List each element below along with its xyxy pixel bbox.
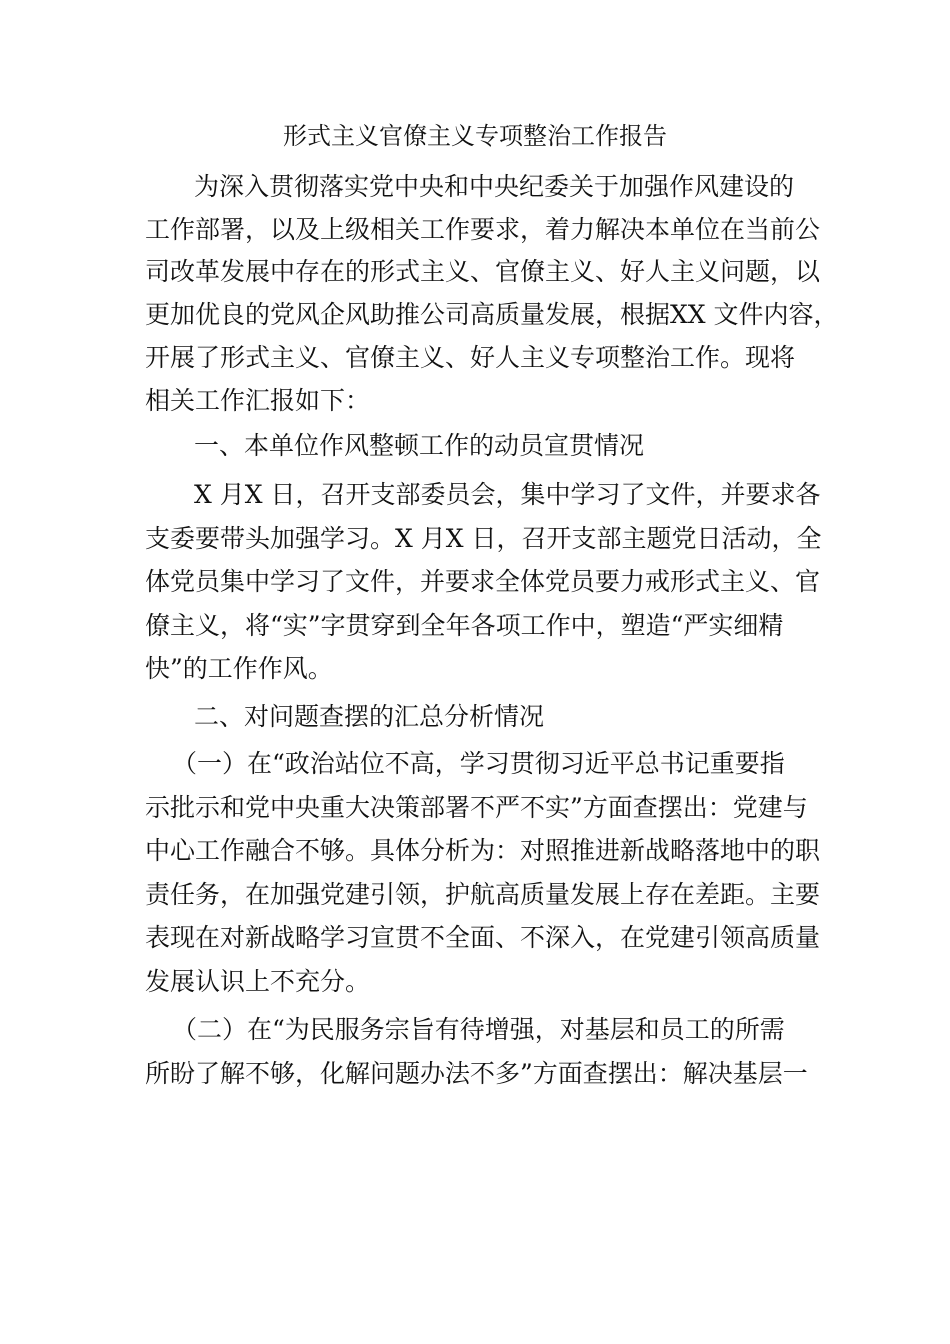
paragraph-line: 中心工作融合不够。具体分析为：对照推进新战略落地中的职 [145,836,821,865]
paragraph-line: 支委要带头加强学习。X 月X 日，召开支部主题党日活动，全 [145,524,822,553]
paragraph-line: 僚主义，将“实”字贯穿到全年各项工作中，塑造“严实细精 [145,611,784,640]
paragraph-line: 工作部署，以及上级相关工作要求，着力解决本单位在当前公 [145,215,821,244]
document-title: 形式主义官僚主义专项整治工作报告 [283,122,667,150]
paragraph-line: 示批示和党中央重大决策部署不严不实”方面查摆出：党建与 [145,793,808,822]
paragraph-line: 所盼了解不够，化解问题办法不多”方面查摆出：解决基层一 [145,1059,808,1088]
paragraph-line: X 月X 日，召开支部委员会，集中学习了文件，并要求各 [194,480,821,509]
paragraph-line: 开展了形式主义、官僚主义、好人主义专项整治工作。现将 [145,343,796,372]
paragraph-line: 快”的工作作风。 [145,654,333,683]
paragraph-line: 发展认识上不充分。 [145,967,371,996]
paragraph-line: （二）在“为民服务宗旨有待增强，对基层和员工的所需 [172,1015,785,1044]
section-heading: 一、本单位作风整顿工作的动员宣贯情况 [194,431,645,460]
paragraph-line: 相关工作汇报如下： [145,386,371,415]
paragraph-line: 为深入贯彻落实党中央和中央纪委关于加强作风建设的 [194,172,795,201]
paragraph-line: 体党员集中学习了文件，并要求全体党员要力戒形式主义、官 [145,567,821,596]
paragraph-line: 更加优良的党风企风助推公司高质量发展，根据XX 文件内容， [145,300,839,329]
paragraph-line: （一）在“政治站位不高，学习贯彻习近平总书记重要指 [172,749,785,778]
paragraph-line: 表现在对新战略学习宣贯不全面、不深入，在党建引领高质量 [145,923,821,952]
section-heading: 二、对问题查摆的汇总分析情况 [194,702,545,731]
paragraph-line: 责任务，在加强党建引领，护航高质量发展上存在差距。主要 [145,880,821,909]
paragraph-line: 司改革发展中存在的形式主义、官僚主义、好人主义问题，以 [145,257,821,286]
